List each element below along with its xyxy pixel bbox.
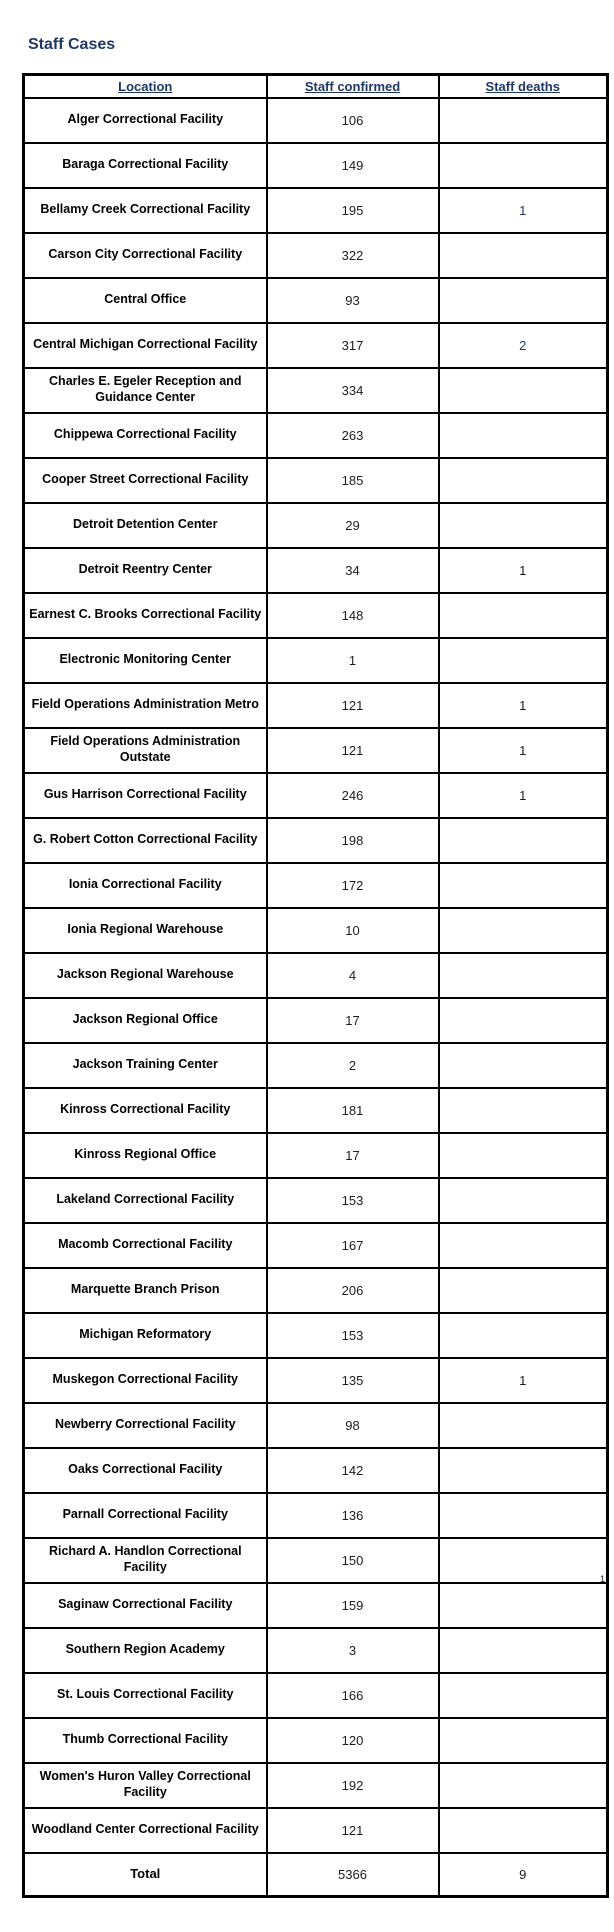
staff-confirmed-cell: 198 [267, 818, 439, 863]
staff-deaths-cell [439, 863, 608, 908]
staff-confirmed-cell: 206 [267, 1268, 439, 1313]
table-row [24, 638, 608, 683]
staff-deaths-cell [439, 593, 608, 638]
staff-deaths-cell [439, 1718, 608, 1763]
staff-confirmed-cell: 120 [267, 1718, 439, 1763]
location-cell: Jackson Regional Office [24, 998, 267, 1043]
location-cell: Kinross Correctional Facility [24, 1088, 267, 1133]
table-row [24, 1088, 608, 1133]
staff-deaths-cell [439, 1628, 608, 1673]
staff-confirmed-cell: 167 [267, 1223, 439, 1268]
staff-deaths-cell [439, 278, 608, 323]
table-row [24, 1538, 608, 1583]
staff-deaths-cell [439, 1583, 608, 1628]
location-cell: Muskegon Correctional Facility [24, 1358, 267, 1403]
staff-deaths-cell [439, 1808, 608, 1853]
staff-confirmed-cell: 153 [267, 1178, 439, 1223]
staff-confirmed-cell: 34 [267, 548, 439, 593]
table-row [24, 1268, 608, 1313]
location-cell: Macomb Correctional Facility [24, 1223, 267, 1268]
staff-confirmed-cell: 166 [267, 1673, 439, 1718]
staff-confirmed-cell: 181 [267, 1088, 439, 1133]
staff-confirmed-cell: 17 [267, 1133, 439, 1178]
staff-confirmed-cell: 93 [267, 278, 439, 323]
staff-deaths-cell [439, 143, 608, 188]
location-cell: Central Office [24, 278, 267, 323]
staff-deaths-cell: 2 [439, 323, 608, 368]
staff-confirmed-cell: 246 [267, 773, 439, 818]
staff-deaths-cell [439, 638, 608, 683]
table-row [24, 683, 608, 728]
staff-confirmed-cell: 121 [267, 1808, 439, 1853]
table-row [24, 1763, 608, 1808]
location-cell: Saginaw Correctional Facility [24, 1583, 267, 1628]
staff-confirmed-cell: 195 [267, 188, 439, 233]
table-row [24, 908, 608, 953]
location-cell: Women's Huron Valley Correctional Facility [24, 1763, 267, 1808]
table-header [24, 75, 608, 98]
staff-deaths-cell [439, 818, 608, 863]
staff-confirmed-cell: 106 [267, 98, 439, 143]
location-cell: Cooper Street Correctional Facility [24, 458, 267, 503]
page-title: Staff Cases [28, 36, 116, 53]
table-row [24, 503, 608, 548]
location-cell: Carson City Correctional Facility [24, 233, 267, 278]
table-row [24, 1178, 608, 1223]
staff-deaths-cell: 1 [439, 683, 608, 728]
table-row [24, 1223, 608, 1268]
table-row [24, 233, 608, 278]
table-row [24, 368, 608, 413]
staff-deaths-cell [439, 233, 608, 278]
staff-deaths-cell [439, 413, 608, 458]
total-staff-confirmed-cell: 5366 [267, 1853, 439, 1897]
staff-confirmed-cell: 172 [267, 863, 439, 908]
location-cell: Alger Correctional Facility [24, 98, 267, 143]
total-staff-deaths-cell: 9 [439, 1853, 608, 1897]
staff-confirmed-cell: 317 [267, 323, 439, 368]
staff-confirmed-cell: 322 [267, 233, 439, 278]
location-cell: Jackson Training Center [24, 1043, 267, 1088]
column-header-staff-deaths: Staff deaths [439, 75, 608, 98]
table-row [24, 278, 608, 323]
staff-deaths-cell [439, 503, 608, 548]
staff-deaths-cell [439, 1133, 608, 1178]
staff-confirmed-cell: 153 [267, 1313, 439, 1358]
staff-deaths-cell [439, 98, 608, 143]
table-row [24, 728, 608, 773]
table-row [24, 773, 608, 818]
staff-deaths-cell [439, 1448, 608, 1493]
staff-confirmed-cell: 121 [267, 683, 439, 728]
header-row [24, 75, 608, 98]
staff-confirmed-cell: 192 [267, 1763, 439, 1808]
staff-confirmed-cell: 334 [267, 368, 439, 413]
table-row [24, 188, 608, 233]
location-cell: G. Robert Cotton Correctional Facility [24, 818, 267, 863]
table-row [24, 1448, 608, 1493]
location-cell: Gus Harrison Correctional Facility [24, 773, 267, 818]
staff-confirmed-cell: 136 [267, 1493, 439, 1538]
staff-deaths-cell [439, 368, 608, 413]
table-row [24, 953, 608, 998]
staff-confirmed-cell: 159 [267, 1583, 439, 1628]
staff-confirmed-cell: 17 [267, 998, 439, 1043]
location-cell: Chippewa Correctional Facility [24, 413, 267, 458]
staff-deaths-cell [439, 1088, 608, 1133]
table-row [24, 1313, 608, 1358]
location-cell: Ionia Regional Warehouse [24, 908, 267, 953]
table-row [24, 863, 608, 908]
staff-deaths-cell: 1 [439, 728, 608, 773]
table-row [24, 593, 608, 638]
location-cell: Field Operations Administration Outstate [24, 728, 267, 773]
staff-deaths-cell: 1 [439, 188, 608, 233]
staff-confirmed-cell: 98 [267, 1403, 439, 1448]
table-row [24, 1628, 608, 1673]
staff-deaths-cell [439, 458, 608, 503]
column-header-location: Location [24, 75, 267, 98]
staff-deaths-cell [439, 1313, 608, 1358]
location-cell: Woodland Center Correctional Facility [24, 1808, 267, 1853]
staff-confirmed-cell: 10 [267, 908, 439, 953]
location-cell: Kinross Regional Office [24, 1133, 267, 1178]
staff-confirmed-cell: 142 [267, 1448, 439, 1493]
staff-confirmed-cell: 3 [267, 1628, 439, 1673]
table-row [24, 143, 608, 188]
location-cell: Jackson Regional Warehouse [24, 953, 267, 998]
staff-confirmed-cell: 2 [267, 1043, 439, 1088]
table-row [24, 1718, 608, 1763]
table-row [24, 818, 608, 863]
staff-confirmed-cell: 4 [267, 953, 439, 998]
location-cell: Detroit Detention Center [24, 503, 267, 548]
total-label-cell: Total [24, 1853, 267, 1897]
location-cell: Charles E. Egeler Reception and Guidance Center [24, 368, 267, 413]
location-cell: Ionia Correctional Facility [24, 863, 267, 908]
staff-cases-table [22, 73, 609, 1898]
staff-deaths-cell [439, 1493, 608, 1538]
staff-deaths-cell [439, 1763, 608, 1808]
staff-confirmed-cell: 263 [267, 413, 439, 458]
table-row [24, 98, 608, 143]
staff-deaths-cell [439, 1178, 608, 1223]
location-cell: St. Louis Correctional Facility [24, 1673, 267, 1718]
staff-confirmed-cell: 150 [267, 1538, 439, 1583]
table-row [24, 1583, 608, 1628]
staff-deaths-cell [439, 908, 608, 953]
staff-deaths-cell: 1 [439, 1358, 608, 1403]
table-body [24, 98, 608, 1897]
table-row [24, 1043, 608, 1088]
staff-deaths-cell [439, 1538, 608, 1583]
staff-deaths-cell: 1 [439, 773, 608, 818]
location-cell: Southern Region Academy [24, 1628, 267, 1673]
staff-confirmed-cell: 29 [267, 503, 439, 548]
table-row [24, 323, 608, 368]
staff-deaths-cell [439, 953, 608, 998]
location-cell: Electronic Monitoring Center [24, 638, 267, 683]
staff-deaths-cell [439, 1403, 608, 1448]
staff-deaths-cell [439, 1043, 608, 1088]
staff-confirmed-cell: 135 [267, 1358, 439, 1403]
table-row [24, 458, 608, 503]
location-cell: Earnest C. Brooks Correctional Facility [24, 593, 267, 638]
location-cell: Michigan Reformatory [24, 1313, 267, 1358]
location-cell: Parnall Correctional Facility [24, 1493, 267, 1538]
staff-deaths-cell [439, 998, 608, 1043]
column-header-staff-confirmed: Staff confirmed [267, 75, 439, 98]
location-cell: Marquette Branch Prison [24, 1268, 267, 1313]
staff-deaths-cell [439, 1673, 608, 1718]
table-row [24, 1673, 608, 1718]
location-cell: Central Michigan Correctional Facility [24, 323, 267, 368]
staff-confirmed-cell: 149 [267, 143, 439, 188]
table-row [24, 1403, 608, 1448]
staff-deaths-cell [439, 1223, 608, 1268]
table-row [24, 1493, 608, 1538]
staff-deaths-cell: 1 [439, 548, 608, 593]
location-cell: Bellamy Creek Correctional Facility [24, 188, 267, 233]
table-row [24, 998, 608, 1043]
staff-deaths-cell [439, 1268, 608, 1313]
location-cell: Newberry Correctional Facility [24, 1403, 267, 1448]
location-cell: Detroit Reentry Center [24, 548, 267, 593]
staff-confirmed-cell: 148 [267, 593, 439, 638]
location-cell: Baraga Correctional Facility [24, 143, 267, 188]
staff-confirmed-cell: 185 [267, 458, 439, 503]
table-row [24, 1358, 608, 1403]
table-row [24, 548, 608, 593]
location-cell: Oaks Correctional Facility [24, 1448, 267, 1493]
corner-note: 1 [599, 1573, 605, 1583]
location-cell: Thumb Correctional Facility [24, 1718, 267, 1763]
staff-confirmed-cell: 1 [267, 638, 439, 683]
location-cell: Lakeland Correctional Facility [24, 1178, 267, 1223]
location-cell: Field Operations Administration Metro [24, 683, 267, 728]
location-cell: Richard A. Handlon Correctional Facility [24, 1538, 267, 1583]
table-row [24, 1808, 608, 1853]
staff-confirmed-cell: 121 [267, 728, 439, 773]
table-row [24, 1133, 608, 1178]
table-row [24, 413, 608, 458]
total-row [24, 1853, 608, 1897]
